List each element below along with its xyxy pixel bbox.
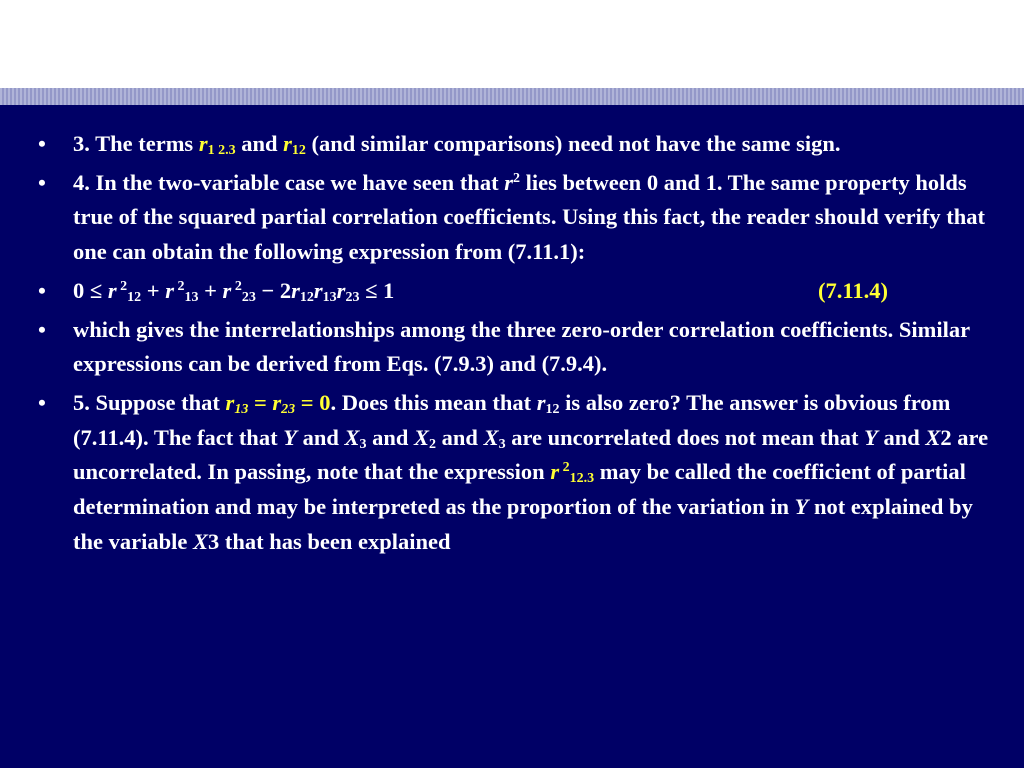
- math-variable: Y: [864, 424, 878, 450]
- bullet-marker: •: [38, 131, 46, 156]
- math-variable: Y: [794, 494, 809, 520]
- math-text: +: [198, 277, 223, 303]
- text-span: lies between 0 and 1. The same property holds true of the squared partial correlation coefficients. Using this fact, the reader should verify that one can obtain the following expression from (7.11.1):: [73, 169, 985, 265]
- text-span: and: [366, 424, 415, 450]
- math-variable: X: [192, 528, 208, 554]
- math-r: r: [291, 277, 300, 303]
- math-text: ≤ 1: [359, 277, 395, 303]
- text-span: 3. The terms: [73, 131, 199, 156]
- text-span: is also zero? The answer is obvious from (7.11.4). The fact that: [73, 389, 951, 450]
- math-superscript: 2: [512, 170, 520, 186]
- math-r: r: [550, 459, 560, 485]
- header-stripe-band: [0, 88, 1024, 105]
- text-span: 3 that has been explained: [208, 528, 451, 554]
- math-superscript: 2: [116, 278, 128, 294]
- math-subscript: 12: [291, 143, 306, 158]
- slide-header-area: [0, 0, 1024, 88]
- math-subscript: 23: [281, 401, 296, 417]
- math-subscript: 2: [429, 436, 437, 452]
- bullet-marker: •: [38, 316, 46, 342]
- bullet-marker: •: [38, 277, 46, 303]
- text-span: are uncorrelated does not mean that: [505, 424, 865, 450]
- math-subscript: 3: [359, 436, 367, 452]
- slide-content-area: [0, 105, 1024, 768]
- equation-number: (7.11.4): [818, 277, 888, 303]
- math-text: − 2: [255, 277, 292, 303]
- bullet-item-2: [38, 166, 1004, 270]
- math-r: r: [198, 131, 208, 156]
- text-span: not explained by the variable: [73, 494, 973, 554]
- math-r: r: [225, 389, 235, 415]
- math-subscript: 23: [241, 289, 256, 305]
- math-variable: Y: [283, 424, 297, 450]
- math-variable: X: [414, 424, 430, 450]
- math-r: r: [107, 277, 117, 303]
- text-span: 2 are uncorrelated. In passing, note that the expression: [73, 424, 989, 485]
- math-subscript: 13: [184, 289, 199, 305]
- math-variable: X: [925, 424, 941, 450]
- math-subscript: 3: [498, 436, 506, 452]
- text-span: and: [877, 424, 926, 450]
- text-span: 5. Suppose that: [73, 389, 226, 415]
- math-superscript: 2: [173, 278, 185, 294]
- bullet-marker: •: [38, 169, 46, 195]
- math-text: =: [248, 389, 273, 415]
- math-r: r: [504, 169, 513, 195]
- math-r: r: [272, 389, 282, 415]
- math-r: r: [313, 277, 323, 303]
- math-r: r: [222, 277, 232, 303]
- math-subscript: 12: [545, 401, 560, 417]
- math-subscript: 13: [234, 401, 249, 417]
- math-subscript: 12.3: [569, 471, 595, 487]
- text-span: . Does this mean that: [330, 389, 537, 415]
- bullet-item-5: [38, 386, 1004, 560]
- text-span: which gives the interrelationships among the three zero-order correlation coefficients. Similar expressions can be derived from Eqs. (7.9.3) and (7.9.4).: [73, 316, 970, 377]
- bullet-item-3-equation: [38, 274, 1004, 309]
- text-span: may be called the coefficient of partial determination and may be interpreted as the proportion of the variation in: [73, 459, 966, 520]
- bullet-item-1: [38, 127, 1004, 162]
- math-subscript: 1 2.3: [207, 143, 236, 158]
- math-subscript: 12: [299, 289, 314, 305]
- math-superscript: 2: [559, 460, 570, 476]
- bullet-item-4: [38, 313, 1004, 382]
- math-text: 0 ≤: [73, 277, 108, 303]
- math-subscript: 13: [322, 289, 337, 305]
- math-r: r: [336, 277, 346, 303]
- math-r: r: [536, 389, 546, 415]
- math-superscript: 2: [231, 278, 242, 294]
- text-span: 4. In the two-variable case we have seen that: [73, 169, 505, 195]
- text-span: and: [436, 424, 484, 450]
- text-span: (and similar comparisons) need not have the same sign.: [305, 131, 841, 156]
- math-r: r: [165, 277, 174, 303]
- math-r: r: [283, 131, 292, 156]
- bullet-list: [38, 127, 1004, 563]
- text-span: and: [296, 424, 345, 450]
- text-span: and: [235, 131, 284, 156]
- math-variable: X: [483, 424, 499, 450]
- math-variable: X: [344, 424, 360, 450]
- math-subscript: 12: [127, 289, 142, 305]
- math-text: +: [141, 277, 166, 303]
- math-text: = 0: [295, 389, 331, 415]
- bullet-marker: •: [38, 389, 46, 415]
- math-subscript: 23: [345, 289, 360, 305]
